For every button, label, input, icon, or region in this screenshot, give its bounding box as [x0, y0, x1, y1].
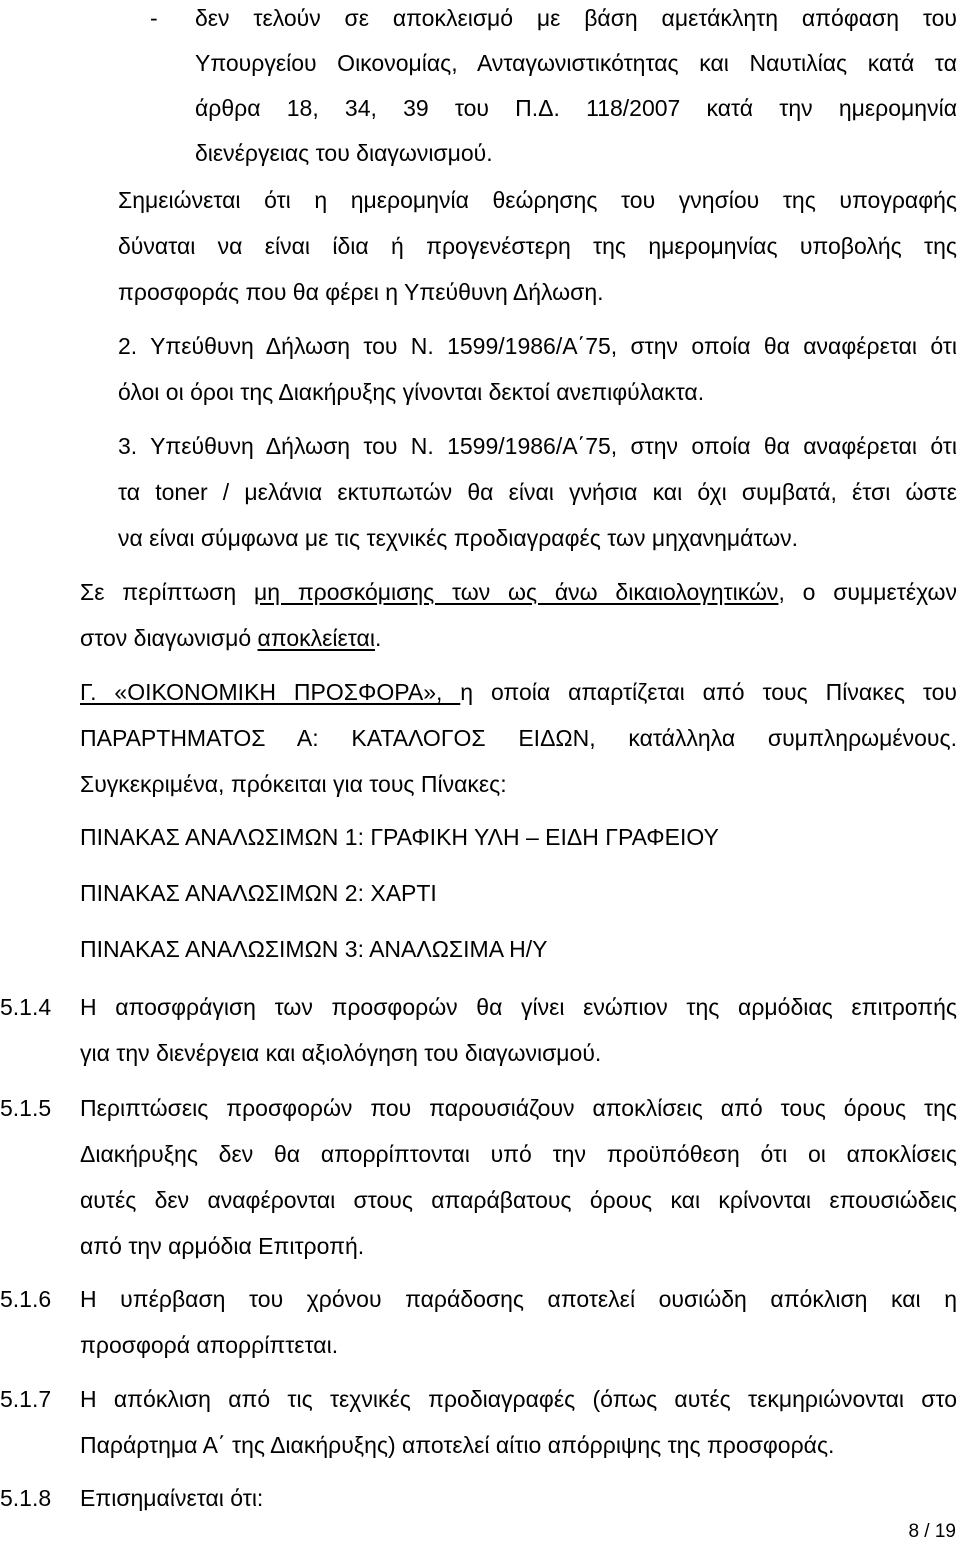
- clause-line: Η απόκλιση από τις τεχνικές προδιαγραφές (όπως αυτές τεκμηριώνονται στο: [80, 1386, 957, 1412]
- clause-line: Διακήρυξης δεν θα απορρίπτονται υπό την προϋπόθεση ότι οι αποκλίσεις: [80, 1141, 957, 1167]
- section-g-title: Γ. «ΟΙΚΟΝΟΜΙΚΗ ΠΡΟΣΦΟΡΑ»,: [80, 679, 461, 705]
- clause-line: Η αποσφράγιση των προσφορών θα γίνει ενώπιον της αρμόδιας επιτροπής: [80, 994, 957, 1020]
- clause-line: από την αρμόδια Επιτροπή.: [80, 1233, 365, 1259]
- clause-number: 5.1.4: [0, 994, 52, 1020]
- section-g-line: ΠΑΡΑΡΤΗΜΑΤΟΣ Α: ΚΑΤΑΛΟΓΟΣ ΕΙΔΩΝ, κατάλληλα συμπληρωμένους.: [80, 725, 957, 751]
- item-2-line: όλοι οι όροι της Διακήρυξης γίνονται δεκτοί ανεπιφύλακτα.: [118, 379, 705, 405]
- exclusion-line-2: στον διαγωνισμό αποκλείεται.: [80, 625, 382, 651]
- clause-line: αυτές δεν αναφέρονται στους απαράβατους όρους και κρίνονται επουσιώδεις: [80, 1187, 957, 1213]
- note-line: δύναται να είναι ίδια ή προγενέστερη της ημερομηνίας υποβολής της: [118, 233, 957, 259]
- clause-line: Περιπτώσεις προσφορών που παρουσιάζουν αποκλίσεις από τους όρους της: [80, 1095, 957, 1121]
- note-line: Σημειώνεται ότι η ημερομηνία θεώρησης του γνησίου της υπογραφής: [118, 187, 957, 213]
- item-3-line: να είναι σύμφωνα με τις τεχνικές προδιαγραφές των μηχανημάτων.: [118, 525, 799, 551]
- clause-line: Η υπέρβαση του χρόνου παράδοσης αποτελεί ουσιώδη απόκλιση και η: [80, 1286, 957, 1312]
- item-3-line: 3. Υπεύθυνη Δήλωση του Ν. 1599/1986/Α΄75, στην οποία θα αναφέρεται ότι: [118, 433, 957, 459]
- clause-number: 5.1.8: [0, 1485, 52, 1511]
- underlined-phrase: μη προσκόμισης των ως άνω δικαιολογητικών: [253, 579, 779, 605]
- clause-line: Παράρτημα Α΄ της Διακήρυξης) αποτελεί αίτιο απόρριψης της προσφοράς.: [80, 1432, 835, 1458]
- table-title-3: ΠΙΝΑΚΑΣ ΑΝΑΛΩΣΙΜΩΝ 3: ΑΝΑΛΩΣΙΜΑ Η/Υ: [80, 936, 548, 962]
- bullet-line: Υπουργείου Οικονομίας, Ανταγωνιστικότητας και Ναυτιλίας κατά τα: [195, 50, 957, 76]
- clause-number: 5.1.5: [0, 1095, 52, 1121]
- note-line: προσφοράς που θα φέρει η Υπεύθυνη Δήλωση.: [118, 279, 604, 305]
- table-title-1: ΠΙΝΑΚΑΣ ΑΝΑΛΩΣΙΜΩΝ 1: ΓΡΑΦΙΚΗ ΥΛΗ – ΕΙΔΗ ΓΡΑΦΕΙΟΥ: [80, 824, 719, 850]
- bullet-dash: -: [150, 5, 158, 31]
- table-title-2: ΠΙΝΑΚΑΣ ΑΝΑΛΩΣΙΜΩΝ 2: ΧΑΡΤΙ: [80, 880, 437, 906]
- section-g-heading: Γ. «ΟΙΚΟΝΟΜΙΚΗ ΠΡΟΣΦΟΡΑ», η οποία απαρτίζεται από τους Πίνακες του: [80, 679, 957, 705]
- bullet-line: δεν τελούν σε αποκλεισμό με βάση αμετάκλητη απόφαση του: [195, 5, 957, 31]
- exclusion-line-1: Σε περίπτωση μη προσκόμισης των ως άνω δικαιολογητικών, ο συμμετέχων: [80, 579, 958, 605]
- section-g-line: Συγκεκριμένα, πρόκειται για τους Πίνακες:: [80, 771, 507, 797]
- clause-line: Επισημαίνεται ότι:: [80, 1485, 264, 1511]
- clause-number: 5.1.7: [0, 1386, 52, 1412]
- underlined-word: αποκλείεται: [257, 625, 375, 651]
- clause-number: 5.1.6: [0, 1286, 52, 1312]
- item-2-line: 2. Υπεύθυνη Δήλωση του Ν. 1599/1986/Α΄75, στην οποία θα αναφέρεται ότι: [118, 333, 957, 359]
- bullet-line: άρθρα 18, 34, 39 του Π.Δ. 118/2007 κατά την ημερομηνία: [195, 95, 957, 121]
- page-number: 8 / 19: [908, 1521, 956, 1542]
- bullet-line: διενέργειας του διαγωνισμού.: [195, 140, 493, 166]
- clause-line: για την διενέργεια και αξιολόγηση του διαγωνισμού.: [80, 1040, 602, 1066]
- item-3-line: τα toner / μελάνια εκτυπωτών θα είναι γνήσια και όχι συμβατά, έτσι ώστε: [118, 479, 957, 505]
- clause-line: προσφορά απορρίπτεται.: [80, 1332, 339, 1358]
